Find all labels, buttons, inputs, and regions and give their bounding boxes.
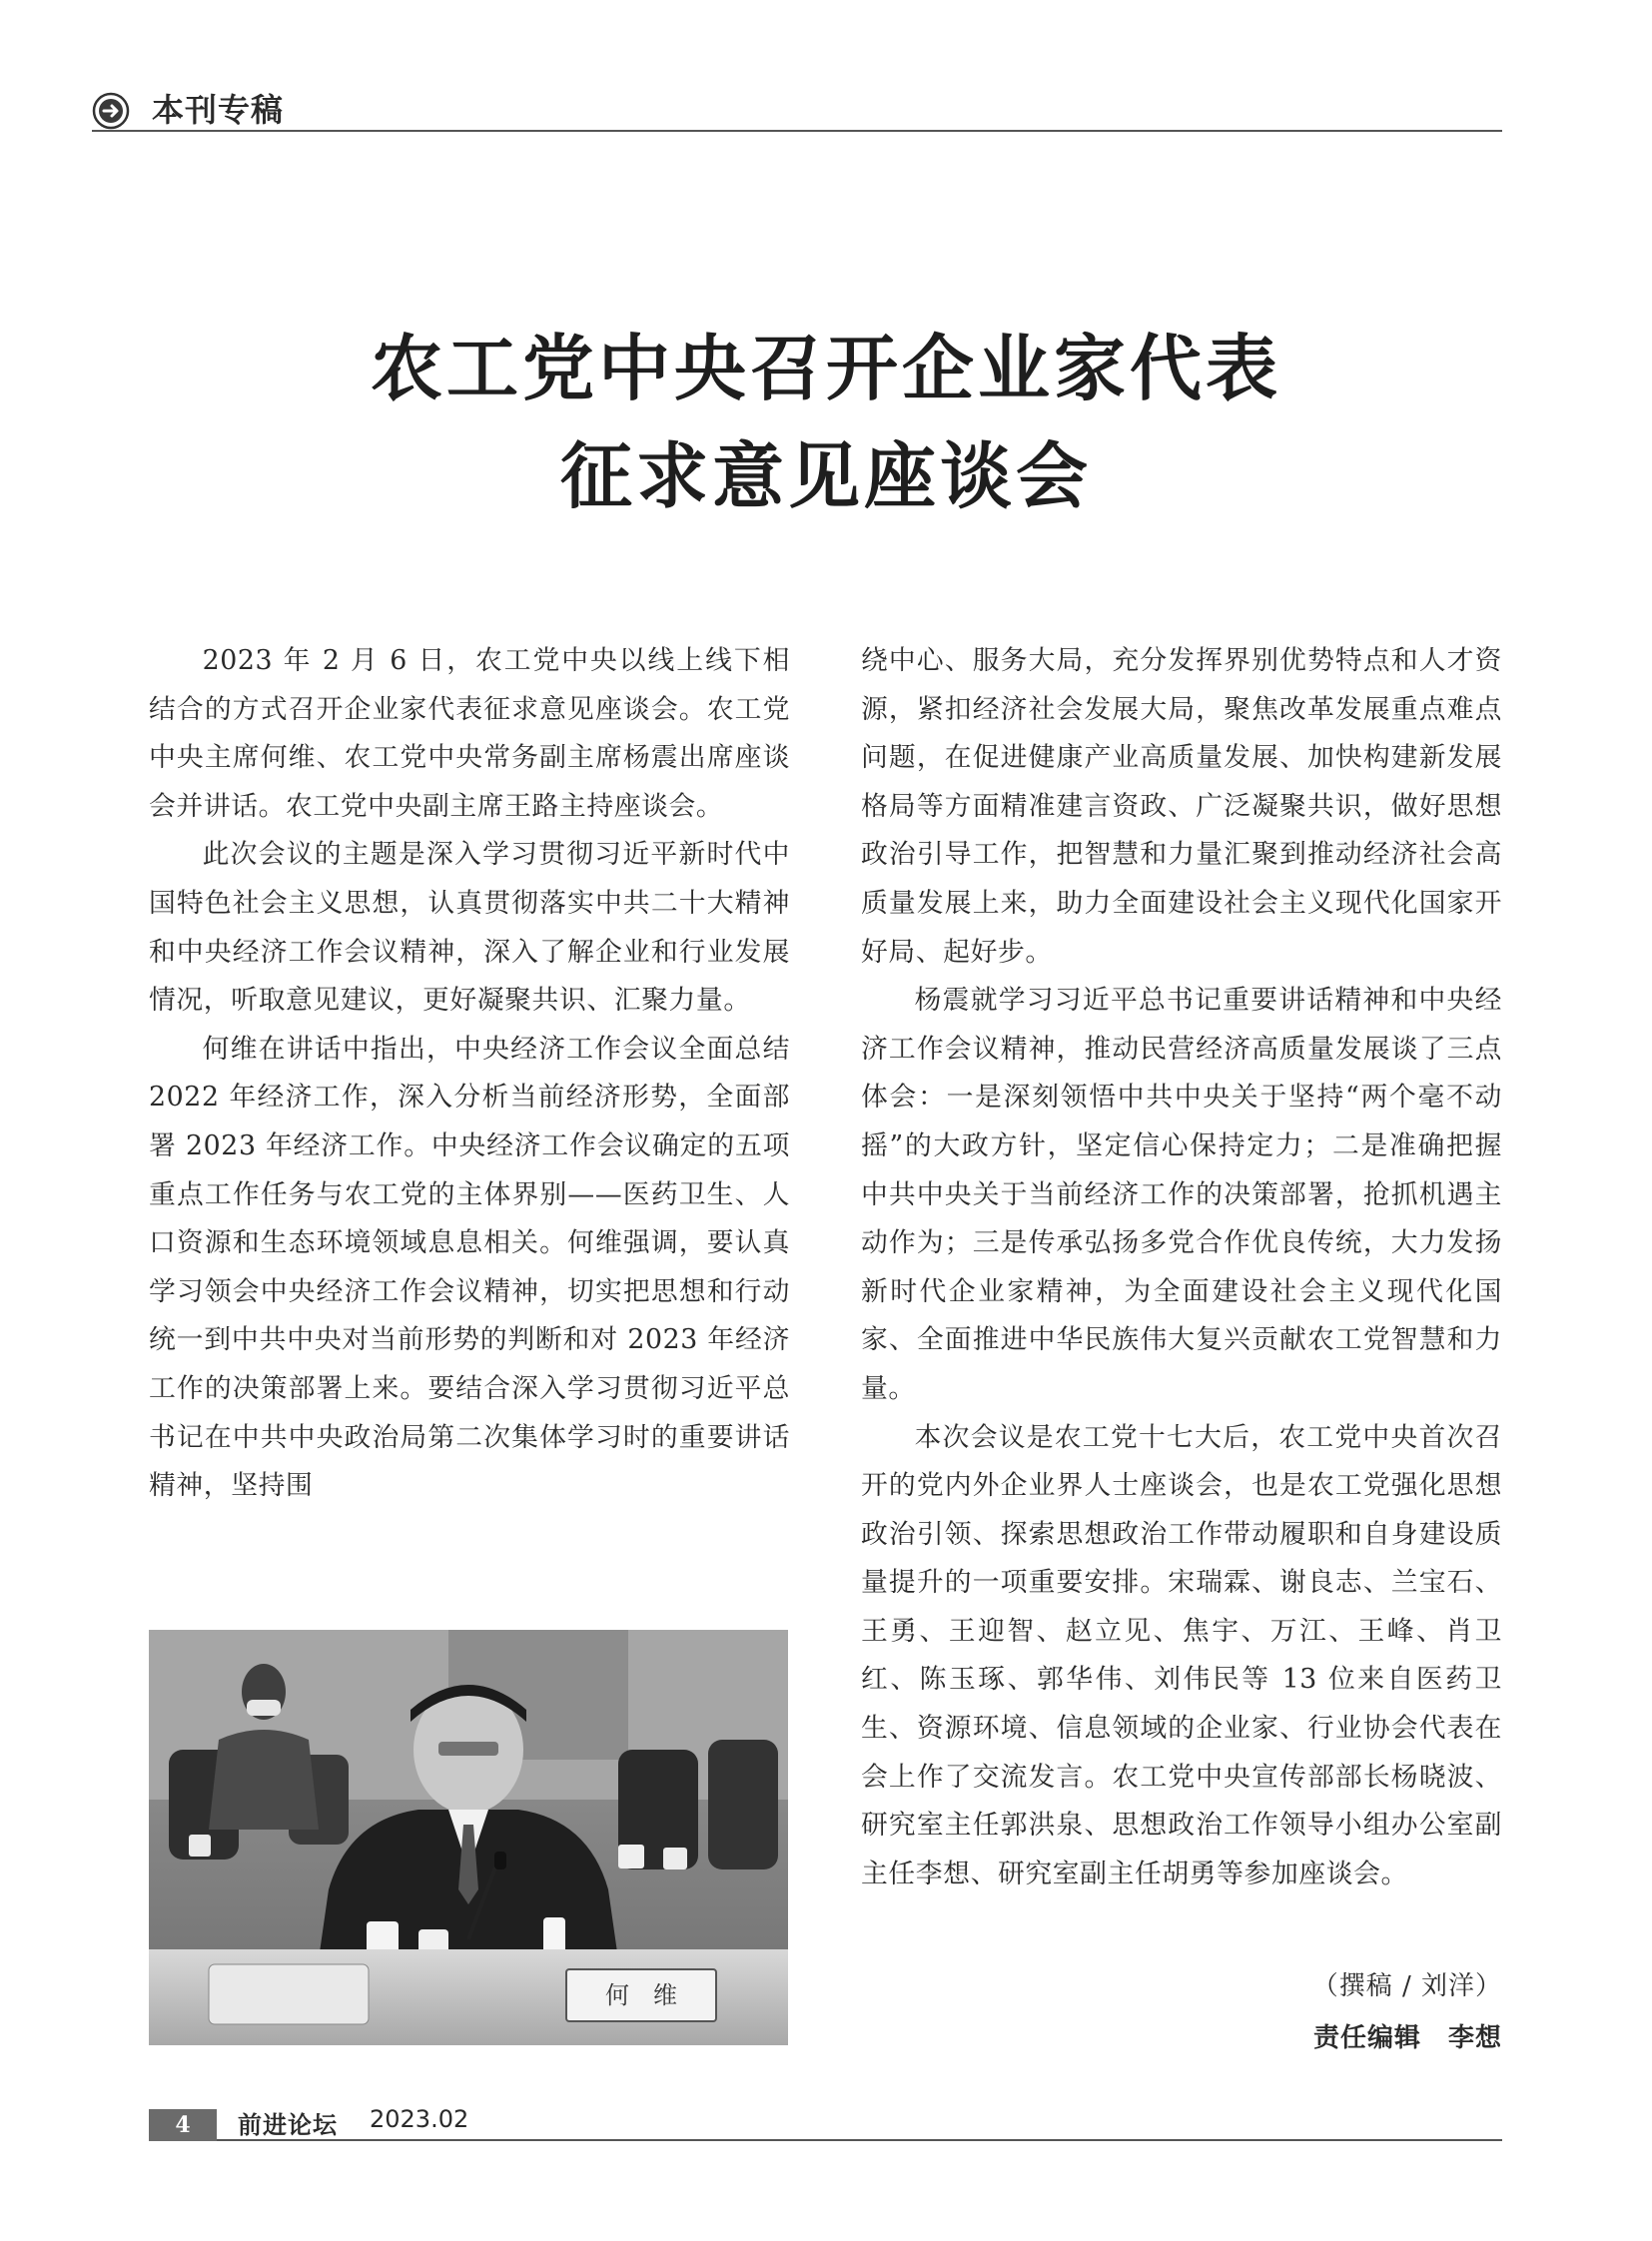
arrow-circle-icon bbox=[92, 92, 130, 130]
paragraph: 此次会议的主题是深入学习贯彻习近平新时代中国特色社会主义思想，认真贯彻落实中共二十大精神和中央经济工作会议精神，深入了解企业和行业发展情况，听取意见建议，更好凝聚共识、汇聚力量。 bbox=[149, 839, 790, 1017]
paragraph-continuation: 绕中心、服务大局，充分发挥界别优势特点和人才资源，紧扣经济社会发展大局，聚焦改革发展重点难点问题，在促进健康产业高质量发展、加快构建新发展格局等方面精准建言资政、广泛凝聚共识，做好思想政治引导工作，把智慧和力量汇聚到推动经济社会高质量发展上来，助力全面建设社会主义现代化国家开好局、起好步。 bbox=[861, 645, 1502, 968]
meeting-photo bbox=[149, 1630, 788, 2045]
section-label: 本刊专稿 bbox=[152, 91, 285, 129]
left-column bbox=[149, 637, 790, 1511]
paragraph: 何维在讲话中指出，中央经济工作会议全面总结 2022 年经济工作，深入分析当前经济形势，全面部署 2023 年经济工作。中央经济工作会议确定的五项重点工作任务与农工党的主体界别——医药卫生、人口资源和生态环境领域息息相关。何维强调，要认真学习领会中央经济工作会议精神，切实把思想和行动统一到中共中央对当前形势的判断和对 2023 年经济工作的决策部署上来。要结合深入学习贯彻习近平总书记在中共中央政治局第二次集体学习时的重要讲话精神，坚持围 bbox=[149, 1033, 790, 1502]
article-title-line-1: 农工党中央召开企业家代表 bbox=[370, 327, 1281, 410]
article-title-line-2: 征求意见座谈会 bbox=[559, 434, 1092, 518]
magazine-name: 前进论坛 bbox=[238, 2111, 338, 2139]
editor-credit: 责任编辑 李想 bbox=[1312, 2023, 1502, 2053]
byline: （撰稿 / 刘洋） bbox=[1311, 1971, 1502, 2001]
right-column bbox=[861, 637, 1502, 1898]
issue-date: 2023.02 bbox=[370, 2105, 469, 2133]
header-divider bbox=[92, 130, 1502, 132]
paragraph: 本次会议是农工党十七大后，农工党中央首次召开的党内外企业界人士座谈会，也是农工党强化思想政治引领、探索思想政治工作带动履职和自身建设质量提升的一项重要安排。宋瑞霖、谢良志、兰宝石、王勇、王迎智、赵立见、焦宇、万江、王峰、肖卫红、陈玉琢、郭华伟、刘伟民等 13 位来自医药卫生、资源环境、信息领域的企业家、行业协会代表在会上作了交流发言。农工党中央宣传部部长杨晓波、研究室主任郭洪泉、思想政治工作领导小组办公室副主任李想、研究室副主任胡勇等参加座谈会。 bbox=[861, 1421, 1502, 1889]
page-number: 4 bbox=[175, 2112, 191, 2138]
paragraph: 2023 年 2 月 6 日，农工党中央以线上线下相结合的方式召开企业家代表征求意见座谈会。农工党中央主席何维、农工党中央常务副主席杨震出席座谈会并讲话。农工党中央副主席王路主持座谈会。 bbox=[149, 645, 790, 822]
footer-divider bbox=[149, 2139, 1502, 2141]
photo-nameplate: 何 维 bbox=[605, 1981, 677, 2009]
paragraph: 杨震就学习习近平总书记重要讲话精神和中央经济工作会议精神，推动民营经济高质量发展谈了三点体会：一是深刻领悟中共中央关于坚持“两个毫不动摇”的大政方针，坚定信心保持定力；二是准确把握中共中央关于当前经济工作的决策部署，抢抓机遇主动作为；三是传承弘扬多党合作优良传统，大力发扬新时代企业家精神，为全面建设社会主义现代化国家、全面推进中华民族伟大复兴贡献农工党智慧和力量。 bbox=[861, 985, 1502, 1404]
